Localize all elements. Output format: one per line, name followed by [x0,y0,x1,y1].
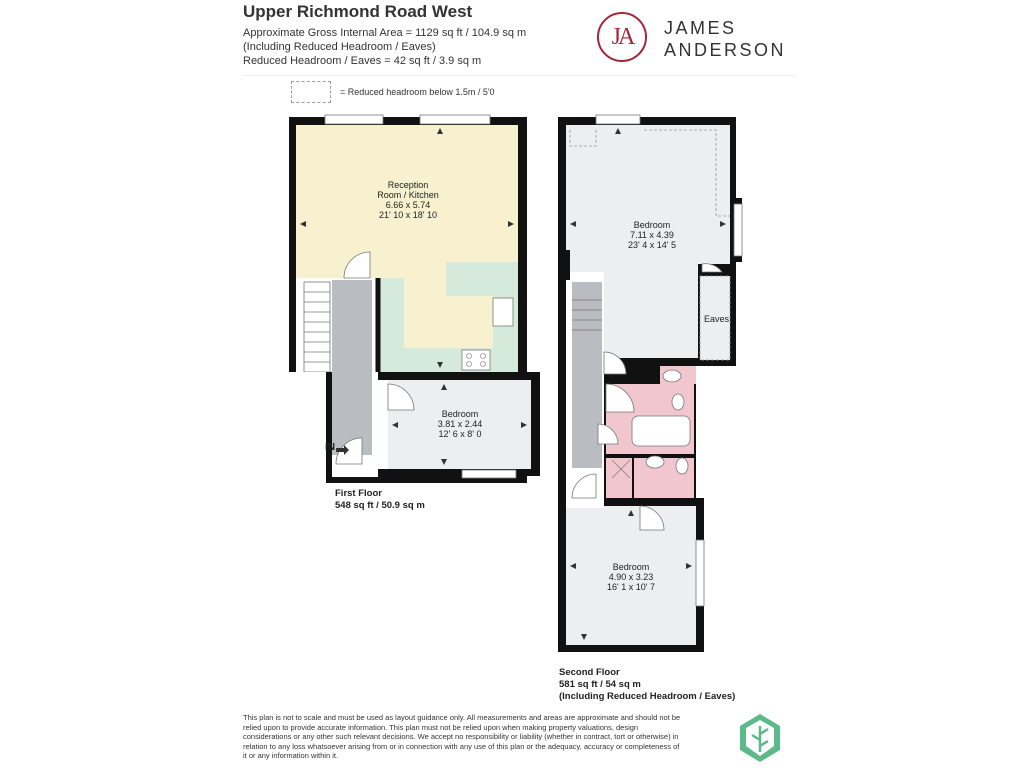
window [420,115,490,124]
legend-text: = Reduced headroom below 1.5m / 5'0 [340,87,495,97]
gross-area-note: (Including Reduced Headroom / Eaves) [243,41,436,53]
basin [646,456,664,468]
second-floor-caption: Second Floor 581 sq ft / 54 sq m (Including Reduced Headroom / Eaves) [559,667,736,702]
plan-title: Upper Richmond Road West [243,2,473,21]
logo-monogram: JA [611,23,633,50]
disclaimer-text: This plan is not to scale and must be used as layout guidance only. All measurements and areas are approximate and should not be relied upon to provide accurate information. This plan must not be relied upon when making property valuations, design considerations or any other such relevant decisions. We accept no responsibility or liability (whether in contract, tort or otherwise) in relation to any loss whatsoever arising from or in connection with any use of this plan or the adequacy, accuracy or completeness of it or any information within it. [243,713,681,760]
first-floor-bedroom-label: Bedroom 3.81 x 2.44 12' 6 x 8' 0 [437,409,483,439]
logo-text-james: JAMES [664,18,737,38]
hob [462,350,490,370]
toilet [676,458,688,474]
window [696,540,704,606]
second-floor-top-bedroom-label: Bedroom 7.11 x 4.39 23' 4 x 14' 5 [628,220,676,250]
hall-corridor [332,280,372,455]
leaf-house-icon [740,714,780,762]
reduced-headroom-area: Reduced Headroom / Eaves = 42 sq ft / 3.9 sq m [243,55,482,67]
gross-area: Approximate Gross Internal Area = 1129 sq ft / 104.9 sq m [243,27,527,39]
window [734,204,742,256]
first-floor-caption: First Floor 548 sq ft / 50.9 sq m [335,488,425,511]
window [462,470,516,478]
sink [493,298,513,326]
basin [663,370,681,382]
toilet [672,394,684,410]
window [325,115,383,124]
entrance-label: IN [325,442,335,453]
window [596,115,640,124]
eaves-label: Eaves [704,314,730,324]
reception-label: Reception Room / Kitchen 6.66 x 5.74 21' 10 x 18' 10 [377,180,439,220]
bath [632,416,690,446]
logo-text-anderson: ANDERSON [664,40,787,60]
second-floor-bottom-bedroom-label: Bedroom 4.90 x 3.23 16' 1 x 10' 7 [607,562,655,592]
